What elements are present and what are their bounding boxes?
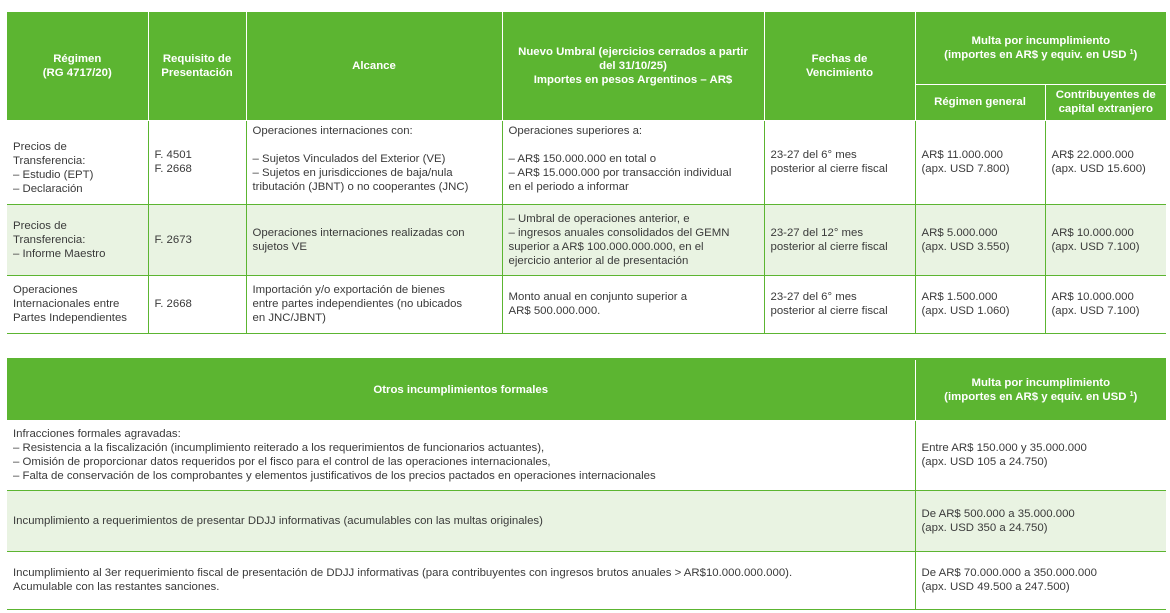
header-multa: Multa por incumplimiento (importes en AR$ y equiv. en USD $^1$)	[915, 12, 1166, 84]
header-otros: Otros incumplimientos formales	[7, 360, 915, 420]
cell-requisito: F. 4501 F. 2668	[148, 120, 246, 204]
cell-desc: Infracciones formales agravadas: – Resistencia a la fiscalización (incumplimiento reiterado a los requerimientos de funcionarios actuantes), – Omisión de proporcionar datos requeridos por el fisco para el control de las operaciones internacionales, – Falta de conservación de los comprobantes y elementos justificativos de los precios pactados en operaciones internacionales	[7, 420, 915, 490]
cell-regimen: Precios de Transferencia: – Informe Maestro	[7, 204, 148, 275]
cell-umbral: Operaciones superiores a: – AR$ 150.000.000 en total o – AR$ 15.000.000 por transacción individual en el periodo a informar	[502, 120, 764, 204]
cell-multa-extranjero: AR$ 10.000.000 (apx. USD 7.100)	[1045, 275, 1166, 333]
cell-desc: Incumplimiento a requerimientos de presentar DDJJ informativas (acumulables con las multas originales)	[7, 490, 915, 551]
header-requisito: Requisito de Presentación	[148, 12, 246, 120]
table-row	[7, 490, 1166, 551]
header-alcance: Alcance	[246, 12, 502, 120]
header-umbral: Nuevo Umbral (ejercicios cerrados a partir del 31/10/25) Importes en pesos Argentinos – AR$	[502, 12, 764, 120]
cell-requisito: F. 2673	[148, 204, 246, 275]
cell-multa: De AR$ 500.000 a 35.000.000 (apx. USD 350 a 24.750)	[915, 490, 1166, 551]
cell-umbral: – Umbral de operaciones anterior, e – ingresos anuales consolidados del GEMN superior a AR$ 100.000.000.000, en el ejercicio anterior al de presentación	[502, 204, 764, 275]
header-multa-2: Multa por incumplimiento (importes en AR$ y equiv. en USD $^1$)	[915, 360, 1166, 420]
cell-regimen: Operaciones Internacionales entre Partes Independientes	[7, 275, 148, 333]
cell-multa: De AR$ 70.000.000 a 350.000.000 (apx. USD 49.500 a 247.500)	[915, 551, 1166, 609]
table-row	[7, 420, 1166, 490]
cell-multa: Entre AR$ 150.000 y 35.000.000 (apx. USD 105 a 24.750)	[915, 420, 1166, 490]
table-row	[7, 204, 1166, 275]
cell-requisito: F. 2668	[148, 275, 246, 333]
formal-breaches-table	[7, 360, 1166, 610]
header-fechas: Fechas de Vencimiento	[764, 12, 915, 120]
cell-multa-general: AR$ 5.000.000 (apx. USD 3.550)	[915, 204, 1045, 275]
header-contribuyentes: Contribuyentes de capital extranjero	[1045, 84, 1166, 120]
cell-multa-extranjero: AR$ 10.000.000 (apx. USD 7.100)	[1045, 204, 1166, 275]
cell-multa-extranjero: AR$ 22.000.000 (apx. USD 15.600)	[1045, 120, 1166, 204]
transfer-pricing-table-wrapper	[7, 12, 1166, 334]
table-row	[7, 551, 1166, 609]
table-row	[7, 120, 1166, 204]
cell-multa-general: AR$ 11.000.000 (apx. USD 7.800)	[915, 120, 1045, 204]
cell-alcance: Operaciones internaciones con: – Sujetos Vinculados del Exterior (VE) – Sujetos en jurisdicciones de baja/nula tributación (JBNT) o no cooperantes (JNC)	[246, 120, 502, 204]
header-regimen: Régimen (RG 4717/20)	[7, 12, 148, 120]
formal-breaches-table-wrapper	[7, 358, 1166, 610]
cell-alcance: Operaciones internaciones realizadas con sujetos VE	[246, 204, 502, 275]
cell-fechas: 23-27 del 6° mes posterior al cierre fiscal	[764, 120, 915, 204]
table-row	[7, 275, 1166, 333]
cell-fechas: 23-27 del 12° mes posterior al cierre fiscal	[764, 204, 915, 275]
cell-umbral: Monto anual en conjunto superior a AR$ 500.000.000.	[502, 275, 764, 333]
cell-alcance: Importación y/o exportación de bienes entre partes independientes (no ubicados en JNC/JBNT)	[246, 275, 502, 333]
cell-multa-general: AR$ 1.500.000 (apx. USD 1.060)	[915, 275, 1045, 333]
cell-fechas: 23-27 del 6° mes posterior al cierre fiscal	[764, 275, 915, 333]
cell-desc: Incumplimiento al 3er requerimiento fiscal de presentación de DDJJ informativas (para contribuyentes con ingresos brutos anuales > AR$10.000.000.000). Acumulable con las restantes sanciones.	[7, 551, 915, 609]
transfer-pricing-table	[7, 12, 1166, 334]
header-regimen-general: Régimen general	[915, 84, 1045, 120]
cell-regimen: Precios de Transferencia: – Estudio (EPT) – Declaración	[7, 120, 148, 204]
